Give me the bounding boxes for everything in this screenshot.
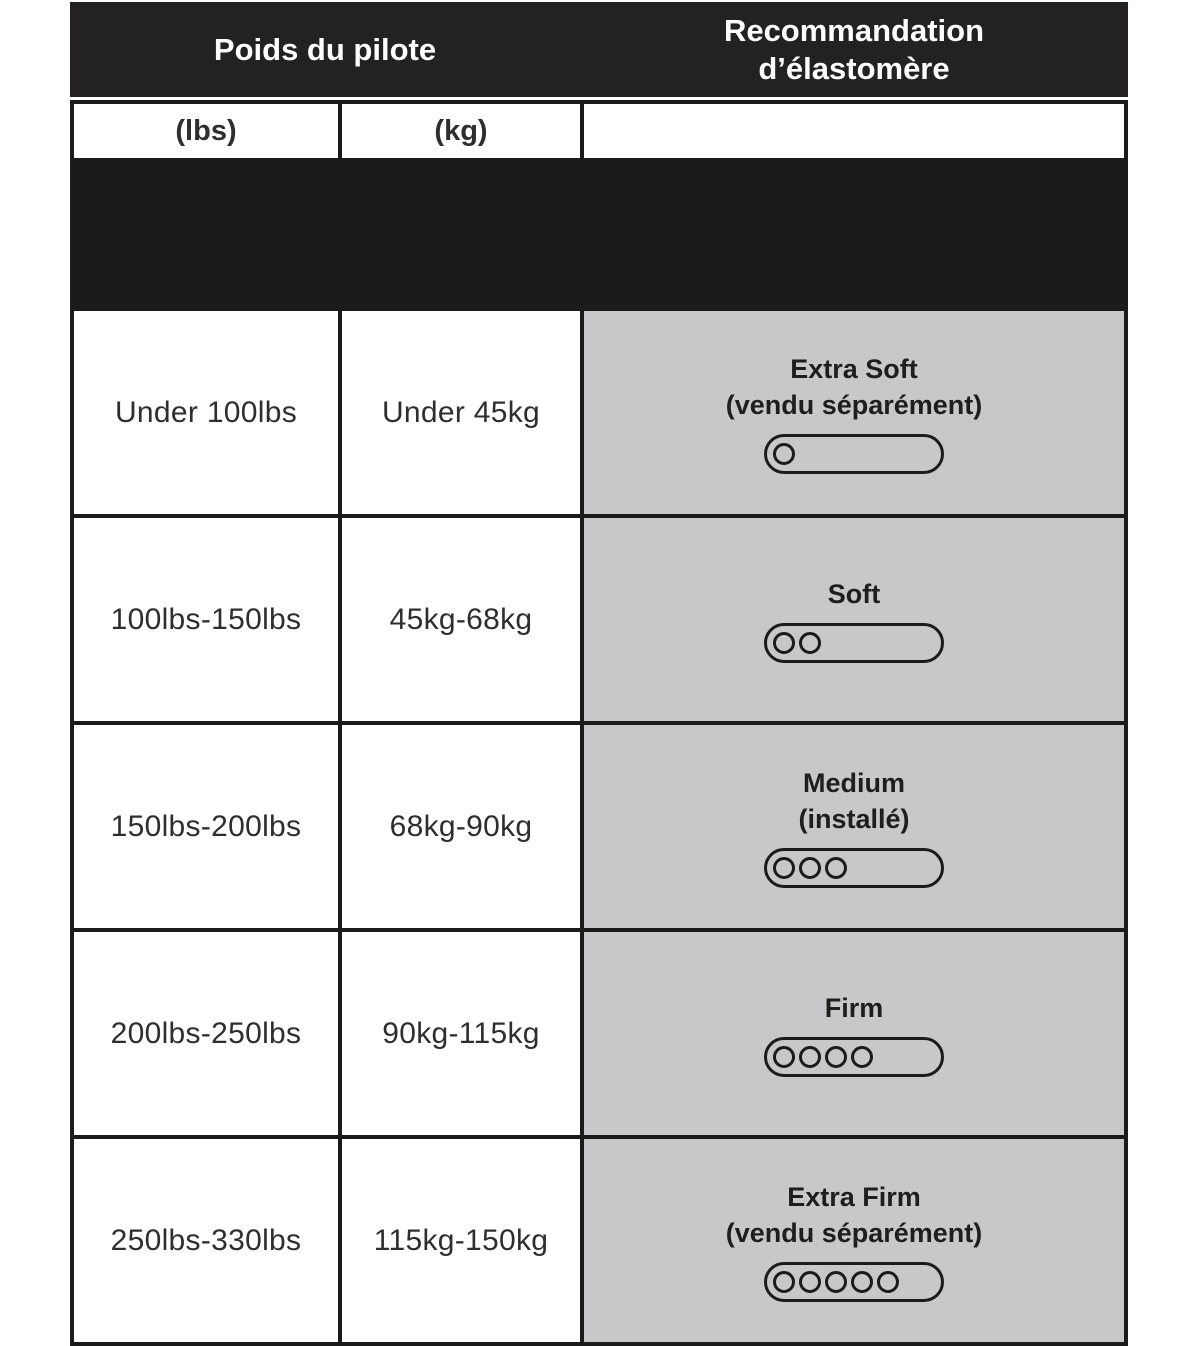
- recommendation-title-line2: d’élastomère: [758, 50, 950, 86]
- elastomer-dot: [877, 1271, 899, 1293]
- weight-kg-cell: [342, 518, 580, 721]
- weight-lbs-value: 100lbs-150lbs: [110, 602, 302, 636]
- elastomer-indicator-pill: [764, 434, 944, 474]
- weight-lbs-value: 250lbs-330lbs: [110, 1223, 302, 1257]
- firmness-name: Extra Soft: [790, 353, 918, 384]
- elastomer-firmness-label: [798, 765, 909, 838]
- firmness-name: Soft: [827, 578, 881, 609]
- firmness-name: Extra Firm: [787, 1181, 921, 1212]
- firmness-name: Firm: [824, 992, 884, 1023]
- elastomer-firmness-label: [726, 1179, 983, 1252]
- weight-kg-value: 68kg-90kg: [389, 809, 533, 843]
- elastomer-indicator-pill: [764, 623, 944, 663]
- weight-kg-value: 45kg-68kg: [389, 602, 533, 636]
- recommendation-cell: [584, 932, 1124, 1135]
- elastomer-dot: [825, 1271, 847, 1293]
- elastomer-dot: [773, 857, 795, 879]
- weight-lbs-cell: [74, 1139, 338, 1342]
- weight-kg-cell: [342, 311, 580, 514]
- elastomer-firmness-label: [828, 576, 880, 612]
- weight-kg-value: 115kg-150kg: [373, 1223, 549, 1257]
- recommendation-title-line1: Recommandation: [723, 12, 985, 48]
- table-grid: [70, 100, 1128, 1346]
- subheader-lbs: (lbs): [74, 104, 338, 158]
- elastomer-indicator-pill: [764, 1037, 944, 1077]
- weight-lbs-value: 150lbs-200lbs: [110, 809, 302, 843]
- recommendation-cell: [584, 518, 1124, 721]
- weight-kg-cell: [342, 932, 580, 1135]
- weight-kg-cell: [342, 1139, 580, 1342]
- elastomer-dot: [799, 1271, 821, 1293]
- elastomer-dot: [825, 857, 847, 879]
- elastomer-dot: [799, 632, 821, 654]
- recommendation-cell: [584, 311, 1124, 514]
- weight-lbs-cell: [74, 932, 338, 1135]
- firmness-note: (installé): [798, 804, 910, 834]
- elastomer-dot: [773, 632, 795, 654]
- weight-elastomer-table: [70, 2, 1128, 1346]
- elastomer-dot: [825, 1046, 847, 1068]
- weight-kg-cell: [342, 725, 580, 928]
- elastomer-dot: [773, 443, 795, 465]
- elastomer-dot: [799, 857, 821, 879]
- elastomer-dot: [773, 1271, 795, 1293]
- column-header-rider-weight: Poids du pilote: [213, 31, 437, 67]
- recommendation-cell: [584, 725, 1124, 928]
- column-header-recommendation: [580, 2, 1128, 97]
- elastomer-firmness-label: [726, 351, 983, 424]
- recommendation-cell: [584, 1139, 1124, 1342]
- weight-lbs-cell: [74, 518, 338, 721]
- weight-lbs-value: Under 100lbs: [114, 395, 298, 429]
- elastomer-indicator-pill: [764, 848, 944, 888]
- weight-lbs-cell: [74, 311, 338, 514]
- elastomer-firmness-label: [825, 990, 884, 1026]
- elastomer-dot: [773, 1046, 795, 1068]
- subheader-kg: (kg): [342, 104, 580, 158]
- firmness-name: Medium: [802, 767, 905, 798]
- elastomer-dot: [799, 1046, 821, 1068]
- subheader-empty: [584, 104, 1124, 158]
- weight-kg-value: 90kg-115kg: [382, 1016, 540, 1050]
- weight-lbs-cell: [74, 725, 338, 928]
- firmness-note: (vendu séparément): [725, 390, 983, 420]
- elastomer-dot: [851, 1271, 873, 1293]
- weight-lbs-value: 200lbs-250lbs: [110, 1016, 302, 1050]
- elastomer-indicator-pill: [764, 1262, 944, 1302]
- firmness-note: (vendu séparément): [725, 1218, 983, 1248]
- table-header-bar: [70, 2, 1128, 97]
- weight-kg-value: Under 45kg: [381, 395, 541, 429]
- elastomer-dot: [851, 1046, 873, 1068]
